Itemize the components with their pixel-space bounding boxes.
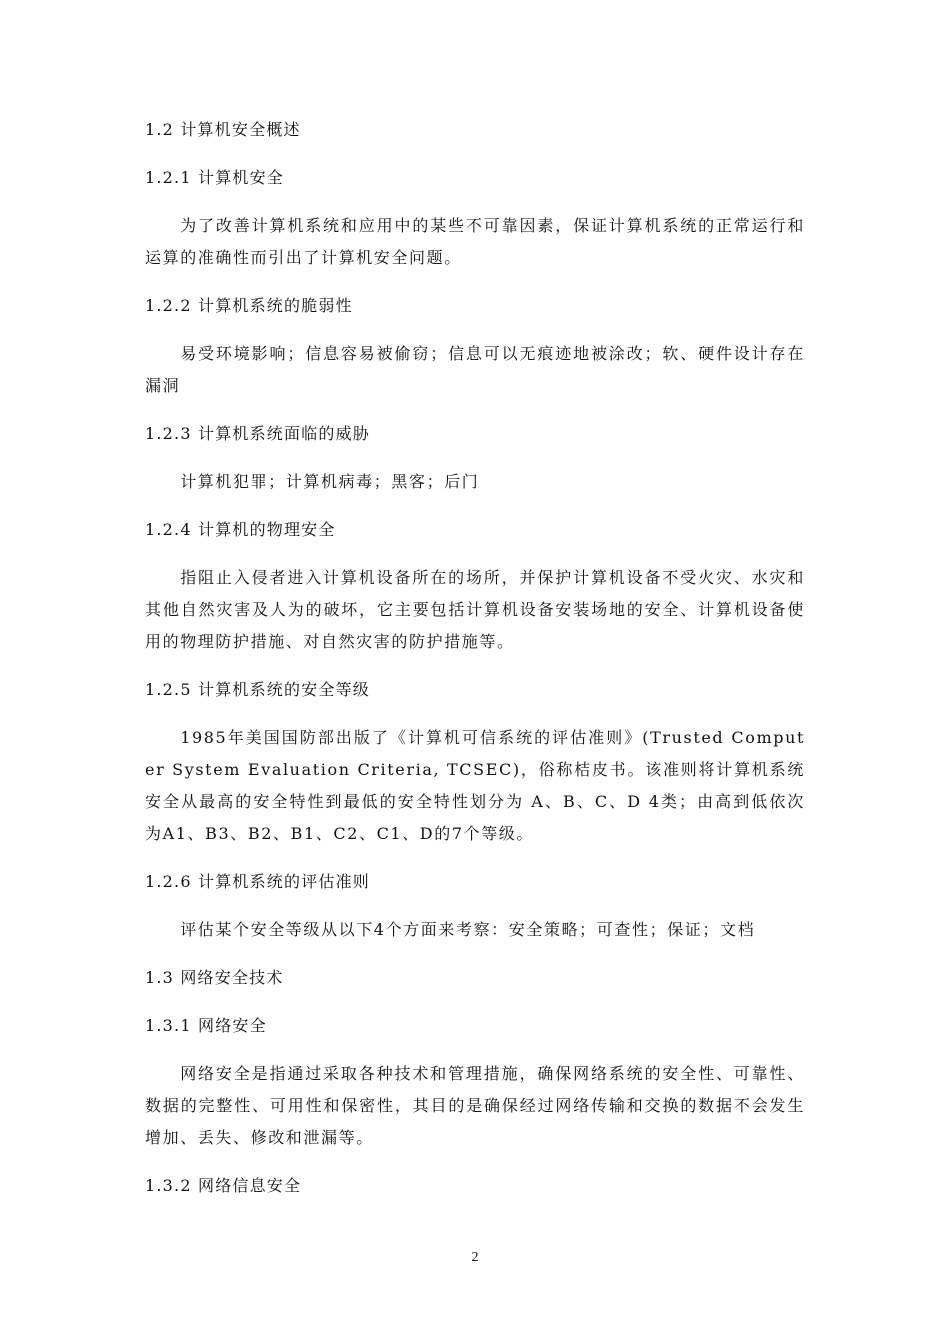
section-heading-1-2: 1.2 计算机安全概述 [145,120,301,139]
section-heading-1-3: 1.3 网络安全技术 [145,968,284,987]
paragraph-physical-security: 指阻止入侵者进入计算机设备所在的场所，并保护计算机设备不受火灾、水灾和其他自然灾害及人为的破坏，它主要包括计算机设备安装场地的安全、计算机设备使用的物理防护措施、对自然灾害的防护措施等。 [145,568,805,651]
section-heading-1-2-4: 1.2.4 计算机的物理安全 [145,520,336,539]
paragraph-evaluation-criteria: 评估某个安全等级从以下4个方面来考察：安全策略；可查性；保证；文档 [180,920,756,939]
paragraph-vulnerability: 易受环境影响；信息容易被偷窃；信息可以无痕迹地被涂改；软、硬件设计存在漏洞 [145,344,805,395]
paragraph-computer-security: 为了改善计算机系统和应用中的某些不可靠因素，保证计算机系统的正常运行和运算的准确性而引出了计算机安全问题。 [145,216,805,267]
paragraph-network-security: 网络安全是指通过采取各种技术和管理措施，确保网络系统的安全性、可靠性、数据的完整性、可用性和保密性，其目的是确保经过网络传输和交换的数据不会发生增加、丢失、修改和泄漏等。 [145,1064,805,1147]
section-heading-1-2-3: 1.2.3 计算机系统面临的威胁 [145,424,370,443]
section-heading-1-3-1: 1.3.1 网络安全 [145,1016,267,1035]
section-heading-1-2-2: 1.2.2 计算机系统的脆弱性 [145,296,353,315]
section-heading-1-2-5: 1.2.5 计算机系统的安全等级 [145,680,370,699]
document-body [145,118,805,1222]
section-heading-1-2-1: 1.2.1 计算机安全 [145,168,284,187]
paragraph-security-levels: 1985年美国国防部出版了《计算机可信系统的评估准则》(Trusted Computer System Evaluation Criteria, TCSEC)，俗称桔皮书。该准则将计算机系统安全从最高的安全特性到最低的安全特性划分为 A、B、C、D 4类；由高到低依次为A1、B3、B2、B1、C2、C1、D的7个等级。 [145,728,805,843]
section-heading-1-3-2: 1.3.2 网络信息安全 [145,1176,302,1195]
page-number: 2 [471,1250,479,1265]
section-heading-1-2-6: 1.2.6 计算机系统的评估准则 [145,872,370,891]
paragraph-threats: 计算机犯罪；计算机病毒；黑客；后门 [180,472,480,491]
